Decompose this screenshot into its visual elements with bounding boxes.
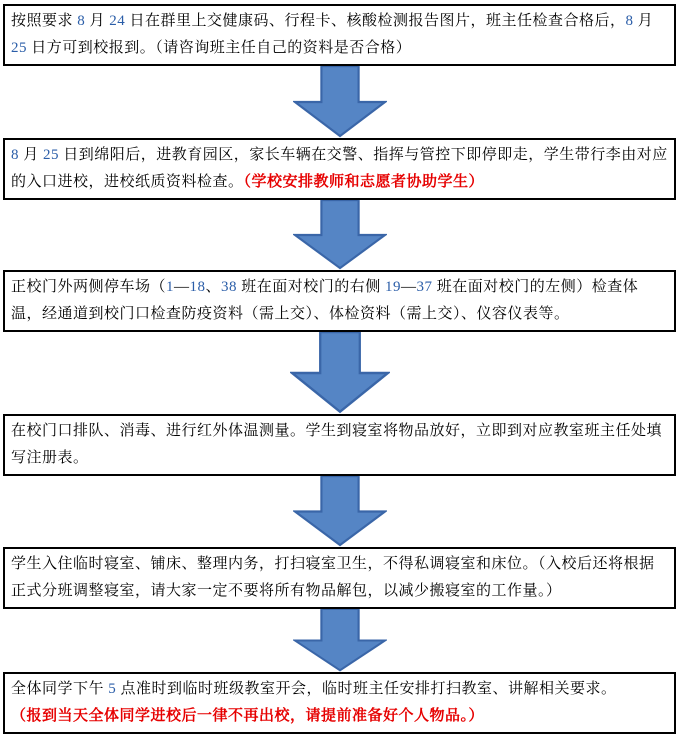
step-3-text bbox=[11, 274, 668, 328]
red-note: （学校安排教师和志愿者协助学生） bbox=[243, 174, 485, 190]
down-arrow-icon bbox=[293, 476, 387, 547]
number-highlight: 18 bbox=[189, 279, 206, 295]
text-run: 全体同学下午 bbox=[11, 681, 109, 697]
text-run: 正校门外两侧停车场（ bbox=[11, 279, 167, 295]
step-6-text bbox=[11, 676, 668, 730]
number-highlight: 5 bbox=[108, 681, 117, 697]
step-box-4 bbox=[3, 414, 676, 476]
flow-connector-1 bbox=[3, 66, 676, 138]
step-1-text bbox=[11, 8, 668, 62]
down-arrow-icon bbox=[293, 200, 387, 270]
text-run: 日在群里上交健康码、行程卡、核酸检测报告图片，班主任检查合格后， bbox=[125, 13, 626, 29]
flow-connector-2 bbox=[3, 200, 676, 270]
number-highlight: 24 bbox=[109, 13, 126, 29]
text-run: 月 bbox=[85, 13, 110, 29]
text-run: — bbox=[174, 279, 190, 295]
text-run: 日方可到校报到。（请咨询班主任自己的资料是否合格） bbox=[27, 40, 412, 56]
down-arrow-icon bbox=[290, 332, 390, 414]
red-note: （报到当天全体同学进校后一律不再出校，请提前准备好个人物品。） bbox=[11, 708, 485, 724]
step-5-text bbox=[11, 551, 668, 605]
text-run: 在校门口排队、消毒、进行红外体温测量。学生到寝室将物品放好，立即到对应教室班主任处填写注册表。 bbox=[11, 423, 663, 466]
number-highlight: 25 bbox=[11, 40, 27, 56]
number-highlight: 8 bbox=[11, 147, 19, 163]
step-box-2 bbox=[3, 138, 676, 200]
text-run: 、 bbox=[205, 279, 222, 295]
text-run: 月 bbox=[633, 13, 654, 29]
number-highlight: 38 bbox=[221, 279, 238, 295]
flow-connector-5 bbox=[3, 609, 676, 672]
flow-connector-4 bbox=[3, 476, 676, 547]
step-box-5 bbox=[3, 547, 676, 609]
number-highlight: 8 bbox=[77, 13, 86, 29]
number-highlight: 19 bbox=[385, 279, 402, 295]
down-arrow-icon bbox=[293, 609, 387, 672]
step-box-1 bbox=[3, 4, 676, 66]
step-4-text bbox=[11, 418, 668, 472]
step-box-3 bbox=[3, 270, 676, 332]
step-box-6 bbox=[3, 672, 676, 734]
number-highlight: 37 bbox=[416, 279, 433, 295]
text-run: 学生入住临时寝室、铺床、整理内务，打扫寝室卫生，不得私调寝室和床位。（入校后还将根据正式分班调整寝室，请大家一定不要将所有物品解包，以减少搬寝室的工作量。） bbox=[11, 556, 655, 599]
flow-connector-3 bbox=[3, 332, 676, 414]
down-arrow-icon bbox=[293, 66, 387, 138]
text-run: — bbox=[401, 279, 417, 295]
text-run: 月 bbox=[19, 147, 44, 163]
number-highlight: 25 bbox=[43, 147, 60, 163]
text-run: 班在面对校门的左侧）检查体温，经通道到校门口检查防疫资料（需上交）、体检资料（需上交）、仪容仪表等。 bbox=[11, 279, 639, 322]
text-run: 点准时到临时班级教室开会，临时班主任安排打扫教室、讲解相关要求。 bbox=[116, 681, 617, 697]
text-run: 班在面对校门的右侧 bbox=[237, 279, 386, 295]
number-highlight: 8 bbox=[625, 13, 634, 29]
text-run: 按照要求 bbox=[11, 13, 78, 29]
text-run: 日到绵阳后，进教育园区，家长车辆在交警、指挥与管控下即停即走，学生带行李由对应的入口进校，进校纸质资料检查。 bbox=[11, 147, 668, 190]
number-highlight: 1 bbox=[166, 279, 175, 295]
step-2-text bbox=[11, 142, 668, 196]
